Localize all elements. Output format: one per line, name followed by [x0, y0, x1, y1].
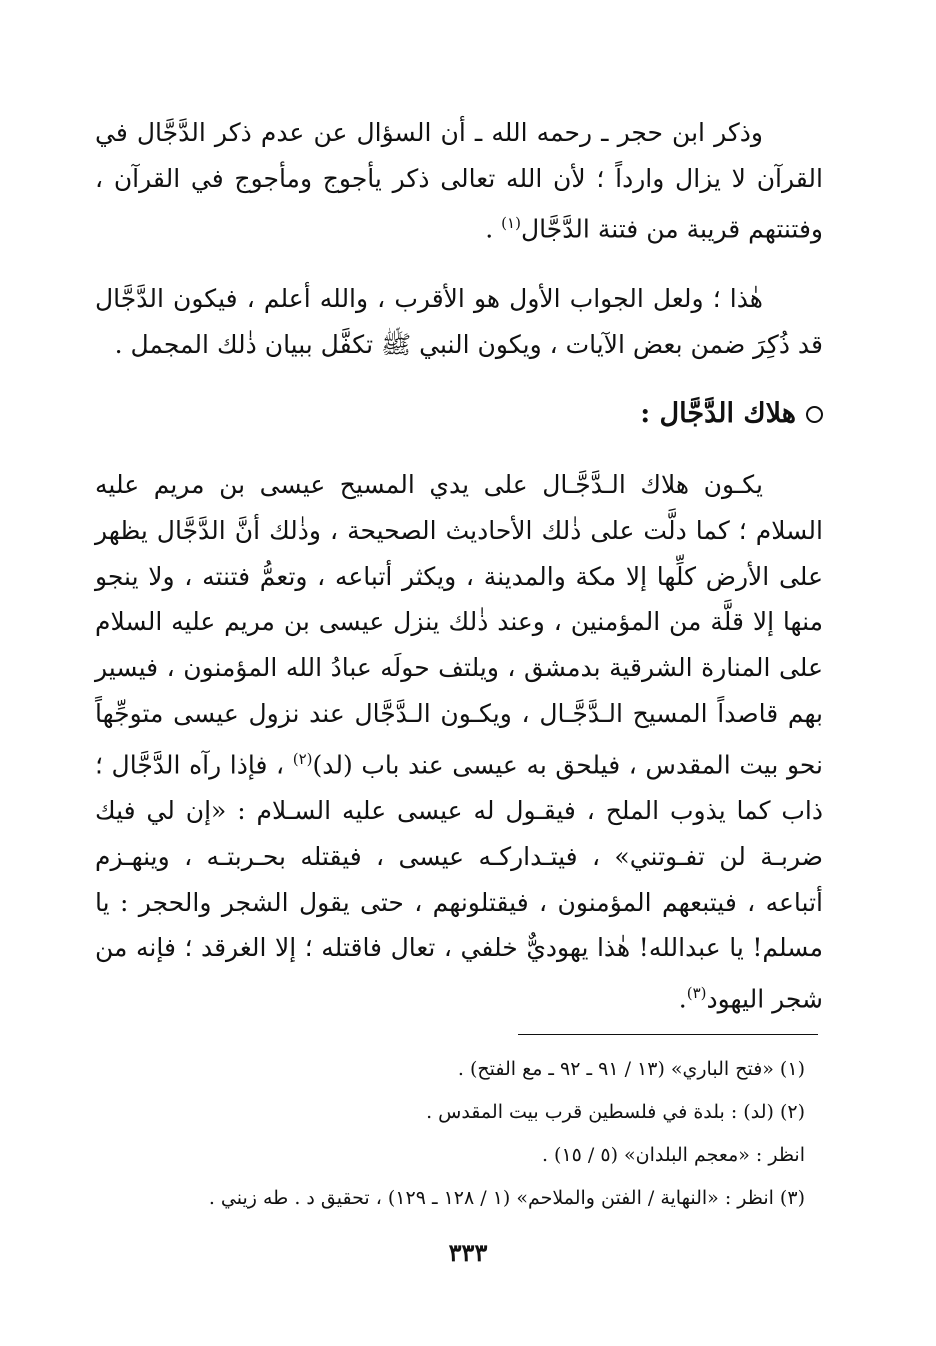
paragraph-text: وذكر ابن حجر ـ رحمه الله ـ أن السؤال عن عدم ذكر الدَّجَّال في القرآن لا يزال وارداً ؛ لأن الله تعالى ذكر يأجوج ومأجوج في القرآن ، وفتنتهم قريبة من فتنة الدَّجَّال [95, 118, 823, 244]
paragraph-ibn-hajar [95, 110, 823, 252]
paragraph-end: . [485, 214, 502, 244]
section-heading-text: هلاك الدَّجَّال : [640, 398, 796, 429]
footnote-marker-1: (١) [501, 214, 521, 232]
paragraph-text-part-2: ، فإذا رآه الدَّجَّال ؛ ذاب كما يذوب الملح ، فيقـول له عيسى عليه السـلام : «إن لي فيك ضربـة لن تفـوتني» ، فيتـداركـه عيسى ، فيقتله بحـربتـه ، وينهـزم أتباعه ، فيتبعهم المؤمنون ، فيقتلونهم ، حتى يقول الشجر والحجر : يا مسلم! يا عبدالله! هٰذا يهوديٌّ خلفي ، تعال فاقتله ؛ إلا الغرقد ؛ فإنه من شجر اليهود [95, 750, 823, 1014]
paragraph-conclusion [95, 276, 823, 367]
footnote-2: (٢) (لد) : بلدة في فلسطين قرب بيت المقدس . [426, 1101, 805, 1123]
footnote-1: (١) «فتح الباري» (١٣ / ٩١ ـ ٩٢ ـ مع الفتح) . [457, 1058, 805, 1080]
footnotes [95, 1048, 805, 1220]
footnote-2-reference: انظر : «معجم البلدان» (٥ / ١٥) . [541, 1144, 805, 1166]
footnote-marker-2: (٢) [292, 749, 313, 768]
paragraph-death-of-dajjal [95, 462, 823, 1022]
footnote-separator [518, 1034, 818, 1035]
paragraph-text-part-1: يكـون هلاك الـدَّجَّـال على يدي المسيح عيسى بن مريم عليه السلام ؛ كما دلَّت على ذٰلك الأحاديث الصحيحة ، وذٰلك أنَّ الدَّجَّال يظهر على الأرض كلِّها إلا مكة والمدينة ، ويكثر أتباعه ، وتعمُّ فتنته ، ولا ينجو منها إلا قلَّة من المؤمنين ، وعند ذٰلك ينزل عيسى بن مريم عليه السلام على المنارة الشرقية بدمشق ، ويلتف حولَه عبادُ الله المؤمنون ، فيسير بهم قاصداً المسيح الـدَّجَّـال ، ويكـون الـدَّجَّال عند نزول عيسى متوجِّهاً نحو بيت المقدس ، فيلحق به عيسى عند باب (لد) [95, 470, 823, 780]
paragraph-text: هٰذا ؛ ولعل الجواب الأول هو الأقرب ، والله أعلم ، فيكون الدَّجَّال قد ذُكِرَ ضمن بعض الآيات ، ويكون النبي ﷺ تكفَّل ببيان ذٰلك المجمل . [95, 284, 823, 359]
footnote-3: (٣) انظر : «النهاية / الفتن والملاحم» (١ / ١٢٨ ـ ١٢٩) ، تحقيق د . طه زيني . [208, 1187, 805, 1209]
footnote-marker-3: (٣) [686, 984, 707, 1003]
section-heading [95, 394, 823, 434]
page-number: ٣٣٣ [448, 1238, 488, 1267]
paragraph-end: . [678, 984, 687, 1014]
circle-bullet-icon [806, 406, 823, 423]
